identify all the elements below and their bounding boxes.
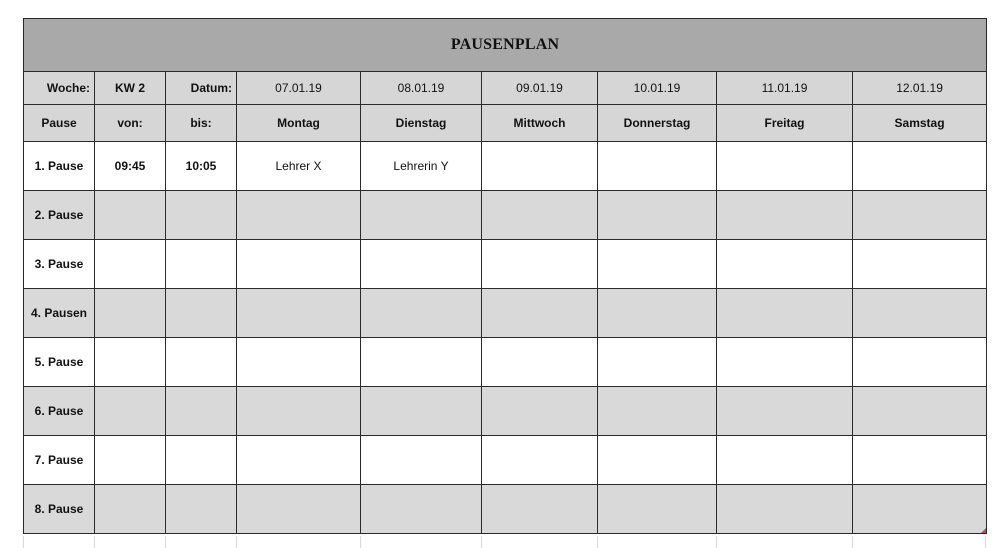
pause-end-cell[interactable] xyxy=(166,387,237,436)
pause-end-cell[interactable] xyxy=(166,338,237,387)
sheet-gridline-stubs xyxy=(23,536,986,548)
gridline-stub xyxy=(23,536,24,548)
supervisor-cell[interactable] xyxy=(482,142,598,191)
header-day-cell[interactable] xyxy=(717,105,853,142)
pause-label-cell[interactable] xyxy=(24,240,95,289)
header-pause-cell[interactable] xyxy=(24,105,95,142)
header-day-cell[interactable] xyxy=(361,105,482,142)
supervisor-cell[interactable] xyxy=(598,436,717,485)
supervisor-cell[interactable] xyxy=(361,436,482,485)
pause-label: 3. Pause xyxy=(34,257,84,271)
supervisor-cell[interactable] xyxy=(598,485,717,534)
pause-label: 1. Pause xyxy=(34,159,84,173)
header-day: Dienstag xyxy=(395,116,447,130)
header-day: Freitag xyxy=(764,116,805,130)
header-to-cell[interactable] xyxy=(166,105,237,142)
supervisor-cell[interactable] xyxy=(717,142,853,191)
table-row xyxy=(24,485,987,534)
date-cell-tuesday[interactable] xyxy=(361,72,482,105)
week-row xyxy=(24,72,987,105)
header-day-cell[interactable] xyxy=(482,105,598,142)
supervisor-cell[interactable] xyxy=(482,436,598,485)
date-wednesday: 09.01.19 xyxy=(516,81,563,95)
date-thursday: 10.01.19 xyxy=(633,81,681,95)
pause-end-cell[interactable] xyxy=(166,142,237,191)
page-title: PAUSENPLAN xyxy=(450,36,560,53)
pause-start-cell[interactable] xyxy=(95,240,166,289)
header-day: Donnerstag xyxy=(623,116,691,130)
pause-start-cell[interactable] xyxy=(95,436,166,485)
supervisor-cell[interactable] xyxy=(717,436,853,485)
pause-start-cell[interactable] xyxy=(95,338,166,387)
supervisor-cell[interactable] xyxy=(717,338,853,387)
supervisor-cell[interactable] xyxy=(361,240,482,289)
pause-end-cell[interactable] xyxy=(166,289,237,338)
pause-label-cell[interactable] xyxy=(24,436,95,485)
title-row xyxy=(24,19,987,72)
gridline-stub xyxy=(852,536,853,548)
supervisor-cell[interactable] xyxy=(237,436,361,485)
supervisor-cell[interactable] xyxy=(598,289,717,338)
date-cell-wednesday[interactable] xyxy=(482,72,598,105)
supervisor-cell[interactable] xyxy=(853,289,987,338)
pause-end-cell[interactable] xyxy=(166,485,237,534)
pause-label: 7. Pause xyxy=(34,453,84,467)
supervisor-cell[interactable] xyxy=(482,387,598,436)
date-label-cell[interactable] xyxy=(166,72,237,105)
pause-start-cell[interactable] xyxy=(95,191,166,240)
gridline-stub xyxy=(481,536,482,548)
pause-label: 6. Pause xyxy=(34,404,84,418)
supervisor-cell[interactable] xyxy=(237,387,361,436)
header-day-cell[interactable] xyxy=(598,105,717,142)
supervisor-cell[interactable] xyxy=(598,191,717,240)
pause-end-cell[interactable] xyxy=(166,436,237,485)
date-monday: 07.01.19 xyxy=(275,81,322,95)
supervisor-cell[interactable] xyxy=(237,338,361,387)
supervisor-cell[interactable] xyxy=(237,289,361,338)
pause-label: 2. Pause xyxy=(34,208,84,222)
table-row xyxy=(24,436,987,485)
date-cell-monday[interactable] xyxy=(237,72,361,105)
gridline-stub xyxy=(985,536,986,548)
pause-label-cell[interactable] xyxy=(24,387,95,436)
column-header-row xyxy=(24,105,987,142)
supervisor-cell[interactable] xyxy=(598,142,717,191)
supervisor-cell[interactable] xyxy=(598,338,717,387)
supervisor-cell[interactable] xyxy=(237,240,361,289)
date-saturday: 12.01.19 xyxy=(896,81,943,95)
pause-label: 5. Pause xyxy=(34,355,84,369)
week-value-cell[interactable] xyxy=(95,72,166,105)
supervisor-cell[interactable] xyxy=(361,485,482,534)
header-from: von: xyxy=(117,116,143,130)
date-tuesday: 08.01.19 xyxy=(397,81,445,95)
table-row xyxy=(24,387,987,436)
supervisor-cell[interactable] xyxy=(361,387,482,436)
supervisor-cell[interactable] xyxy=(482,240,598,289)
header-day: Mittwoch xyxy=(513,116,566,130)
pause-label-cell[interactable] xyxy=(24,338,95,387)
header-day-cell[interactable] xyxy=(237,105,361,142)
supervisor-cell[interactable] xyxy=(237,191,361,240)
pause-start-cell[interactable] xyxy=(95,142,166,191)
gridline-stub xyxy=(165,536,166,548)
pause-start: 09:45 xyxy=(114,159,146,173)
break-schedule-table xyxy=(23,18,987,534)
supervisor-cell[interactable] xyxy=(853,485,987,534)
date-cell-friday[interactable] xyxy=(717,72,853,105)
header-day: Samstag xyxy=(894,116,945,130)
title-cell[interactable] xyxy=(24,19,987,72)
supervisor-cell[interactable] xyxy=(717,191,853,240)
pause-start-cell[interactable] xyxy=(95,485,166,534)
supervisor-cell[interactable] xyxy=(361,191,482,240)
supervisor-cell[interactable] xyxy=(853,338,987,387)
table-row xyxy=(24,338,987,387)
supervisor-cell[interactable] xyxy=(482,191,598,240)
supervisor-cell[interactable] xyxy=(482,289,598,338)
week-label: Woche: xyxy=(46,81,90,95)
supervisor-cell[interactable] xyxy=(717,485,853,534)
header-day-cell[interactable] xyxy=(853,105,987,142)
table-row xyxy=(24,142,987,191)
pause-start-cell[interactable] xyxy=(95,387,166,436)
pause-label-cell[interactable] xyxy=(24,289,95,338)
supervisor-cell[interactable] xyxy=(361,338,482,387)
supervisor-cell[interactable] xyxy=(237,485,361,534)
supervisor-cell[interactable] xyxy=(361,289,482,338)
supervisor-cell[interactable] xyxy=(598,240,717,289)
supervisor: Lehrerin Y xyxy=(393,159,449,173)
supervisor-cell[interactable] xyxy=(717,387,853,436)
header-from-cell[interactable] xyxy=(95,105,166,142)
gridline-stub xyxy=(716,536,717,548)
supervisor-cell[interactable] xyxy=(598,387,717,436)
date-cell-saturday[interactable] xyxy=(853,72,987,105)
supervisor-cell[interactable] xyxy=(853,387,987,436)
supervisor-cell[interactable] xyxy=(717,289,853,338)
gridline-stub xyxy=(597,536,598,548)
table-row xyxy=(24,191,987,240)
header-day: Montag xyxy=(277,116,320,130)
supervisor-cell[interactable] xyxy=(853,191,987,240)
supervisor-cell[interactable] xyxy=(482,338,598,387)
pause-label: 4. Pausen xyxy=(30,306,88,320)
gridline-stub xyxy=(94,536,95,548)
pause-label-cell[interactable] xyxy=(24,191,95,240)
supervisor-cell[interactable] xyxy=(482,485,598,534)
week-label-cell[interactable] xyxy=(24,72,95,105)
gridline-stub xyxy=(236,536,237,548)
supervisor-cell[interactable] xyxy=(361,142,482,191)
pause-start-cell[interactable] xyxy=(95,289,166,338)
supervisor-cell[interactable] xyxy=(237,142,361,191)
pause-rows xyxy=(24,142,987,534)
supervisor-cell[interactable] xyxy=(853,142,987,191)
pause-end: 10:05 xyxy=(185,159,217,173)
pause-label: 8. Pause xyxy=(34,502,84,516)
supervisor: Lehrer X xyxy=(275,159,322,173)
table-row xyxy=(24,289,987,338)
date-friday: 11.01.19 xyxy=(761,81,808,95)
week-value: KW 2 xyxy=(115,81,145,95)
pause-label-cell[interactable] xyxy=(24,485,95,534)
pause-end-cell[interactable] xyxy=(166,240,237,289)
date-label: Datum: xyxy=(190,81,232,95)
supervisor-cell[interactable] xyxy=(717,240,853,289)
date-cell-thursday[interactable] xyxy=(598,72,717,105)
supervisor-cell[interactable] xyxy=(853,240,987,289)
header-to: bis: xyxy=(190,116,212,130)
supervisor-cell[interactable] xyxy=(853,436,987,485)
pause-label-cell[interactable] xyxy=(24,142,95,191)
header-pause: Pause xyxy=(41,116,77,130)
gridline-stub xyxy=(360,536,361,548)
pause-end-cell[interactable] xyxy=(166,191,237,240)
table-row xyxy=(24,240,987,289)
